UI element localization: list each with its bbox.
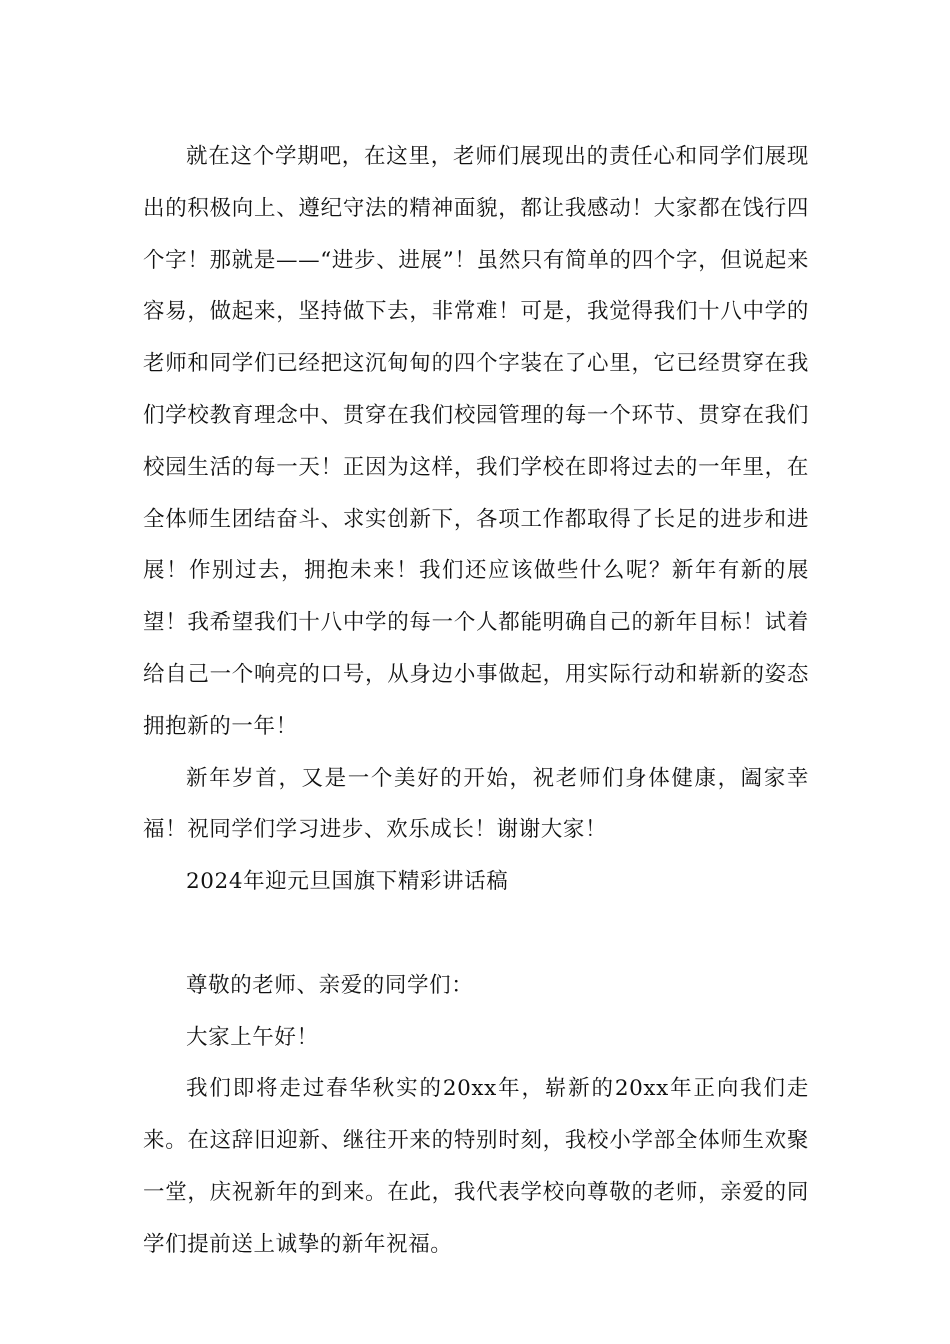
body-paragraph-blessing: 新年岁首，又是一个美好的开始，祝老师们身体健康，阖家幸福！祝同学们学习进步、欢乐成长！谢谢大家！ — [143, 765, 809, 843]
hello-line: 大家上午好！ — [186, 1024, 319, 1050]
body-paragraph-new-year: 我们即将走过春华秋实的20xx年，崭新的20xx年正向我们走来。在这辞旧迎新、继往开来的特别时刻，我校小学部全体师生欢聚一堂，庆祝新年的到来。在此，我代表学校向尊敬的老师，亲爱的同学们提前送上诚挚的新年祝福。 — [143, 1076, 809, 1257]
speech-title: 2024年迎元旦国旗下精彩讲话稿 — [186, 869, 509, 895]
greeting-line: 尊敬的老师、亲爱的同学们： — [186, 972, 474, 998]
body-paragraph-responsibility: 就在这个学期吧，在这里，老师们展现出的责任心和同学们展现出的积极向上、遵纪守法的精神面貌，都让我感动！大家都在饯行四个字！那就是——“进步、进展”！虽然只有简单的四个字，但说起来容易，做起来，坚持做下去，非常难！可是，我觉得我们十八中学的老师和同学们已经把这沉甸甸的四个字装在了心里，它已经贯穿在我们学校教育理念中、贯穿在我们校园管理的每一个环节、贯穿在我们校园生活的每一天！正因为这样，我们学校在即将过去的一年里，在全体师生团结奋斗、求实创新下，各项工作都取得了长足的进步和进展！作别过去，拥抱未来！我们还应该做些什么呢？新年有新的展望！我希望我们十八中学的每一个人都能明确自己的新年目标！试着给自己一个响亮的口号，从身边小事做起，用实际行动和崭新的姿态拥抱新的一年！ — [143, 144, 809, 739]
document-page — [143, 131, 809, 1271]
blank-line — [143, 908, 809, 960]
